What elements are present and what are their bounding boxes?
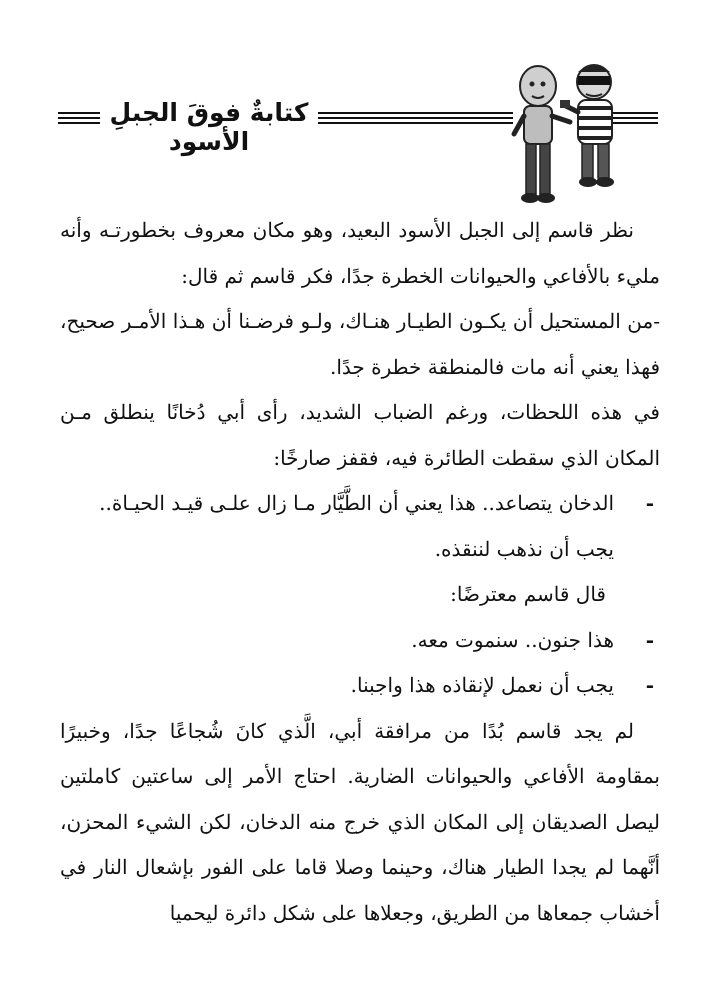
chapter-title: كتابةٌ فوقَ الجبلِ الأسود: [109, 98, 309, 156]
title-rule-left: [58, 112, 100, 124]
dialogue-line-1: - الدخان يتصاعد.. هذا يعني أن الطَّيَّار مـا زال علـى قيـد الحيـاة..: [60, 481, 660, 527]
cartoon-characters-illustration: [508, 50, 628, 210]
speaker-line: قال قاسم معترضًا:: [450, 582, 606, 606]
dialogue-line-3: - يجب أن نعمل لإنقاذه هذا واجبنا.: [60, 663, 660, 709]
dialogue-line-1-continued: يجب أن نذهب لننقذه.: [434, 536, 614, 561]
paragraph-3: في هذه اللحظات، ورغم الضباب الشديد، رأى أبي دُخانًا ينطلق مـن المكان الذي سقطت الطائرة فيه، فقفز صارخًا:: [60, 400, 660, 470]
paragraph-4: لم يجد قاسم بُدًا من مرافقة أبي، الَّذي كانَ شُجاعًا جدًا، وخبيرًا بمقاومة الأفاعي والحيوانات الضارية. احتاج الأمر إلى ساعتين كاملتين ليصل الصديقان إلى المكان الذي خرج منه الدخان، لكن الشيء المحزن، أنَّهما لم يجدا الطيار هناك، وحينما وصلا قاما على الفور بإشعال النار في أخشاب جمعاها من الطريق، وجعلاها على شكل دائرة ليحميا: [60, 718, 660, 925]
chapter-header: [0, 40, 720, 210]
dialogue-line-2: - هذا جنون.. سنموت معه.: [60, 618, 660, 664]
story-text: [60, 208, 660, 936]
paragraph-2: -من المستحيل أن يكـون الطيـار هنـاك، ولـو فرضـنا أن هـذا الأمـر صحيح، فهذا يعني أنه مات فالمنطقة خطرة جدًا.: [60, 309, 660, 379]
title-rule-right: [318, 112, 513, 124]
paragraph-1: نظر قاسم إلى الجبل الأسود البعيد، وهو مكان معروف بخطورتـه وأنه مليء بالأفاعي والحيوانات الخطرة جدًا، فكر قاسم ثم قال:: [60, 218, 660, 288]
